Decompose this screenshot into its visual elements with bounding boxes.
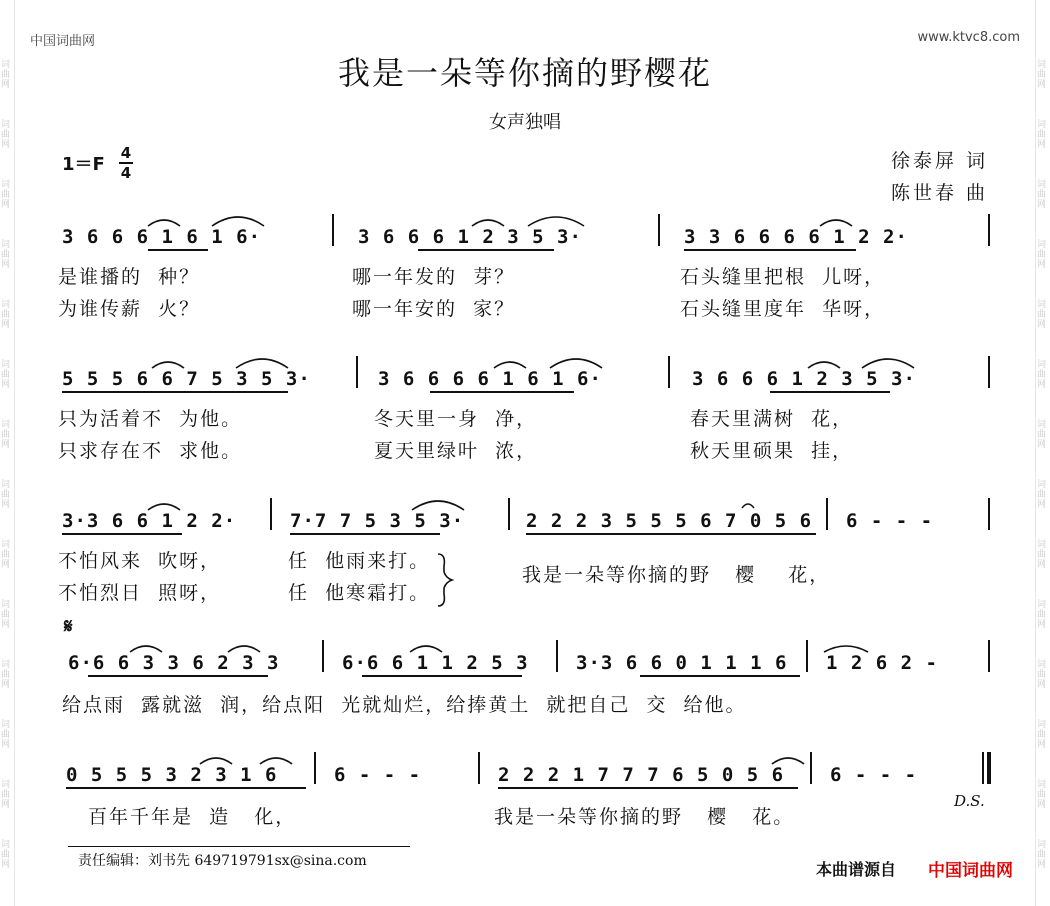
edge-watermark-text: 词 曲 网 [1037, 780, 1047, 810]
dal-segno-mark: D.S. [954, 792, 985, 810]
lyric-l1-v1-m2: 哪一年发的 芽？ [352, 266, 516, 288]
lyric-l1-v1-m1: 是谁播的 种？ [58, 266, 201, 288]
brace [438, 554, 452, 606]
edge-watermark-text: 词 曲 网 [1037, 720, 1047, 750]
slur-arc [212, 217, 264, 226]
slur-arc [236, 359, 288, 368]
editor-credit: 责任编辑：刘书先 649719791sx@sina.com [78, 853, 367, 869]
slur-arc [148, 504, 180, 510]
edge-watermark-text: 词 曲 网 [1, 720, 11, 750]
notes-l3-m3: 2 2 2 3 5 5 5 6 7 0 5 6 [526, 510, 813, 532]
edge-watermark-text: 词 曲 网 [1037, 480, 1047, 510]
edge-watermark-text: 词 曲 网 [1, 120, 11, 150]
edge-watermark-text: 词 曲 网 [1037, 660, 1047, 690]
slur-arc [148, 220, 180, 226]
slur-arc [824, 646, 868, 652]
edge-watermark-text: 词 曲 网 [1037, 540, 1047, 570]
slur-arc [528, 217, 584, 226]
footer-divider [68, 846, 410, 847]
notes-l4-m4: 1 2 6 2 - [826, 652, 938, 674]
lyric-l5-a: 百年千年是 造 化， [88, 806, 297, 828]
composer-credit: 陈世春 曲 [890, 182, 988, 204]
slur-arc [228, 646, 260, 652]
edge-watermark-text: 词 曲 网 [1, 360, 11, 390]
edge-watermark-text: 词 曲 网 [1, 780, 11, 810]
edge-watermark-text: 词 曲 网 [1037, 600, 1047, 630]
notes-l3-m1: 3·3 6 6 1 2 2· [62, 510, 237, 532]
edge-watermark-text: 词 曲 网 [1, 600, 11, 630]
notes-l1-m2: 3 6 6 6 1 2 3 5 3· [358, 226, 582, 248]
lyric-l3-v1-m2: 任 他雨来打。 [288, 550, 431, 572]
edge-watermark-text: 词 曲 网 [1037, 360, 1047, 390]
notes-l5-m1: 0 5 5 5 3 2 3 1 6 [66, 764, 278, 786]
lyric-l1-v1-m3: 石头缝里把根 儿呀， [680, 266, 886, 288]
edge-watermark-text: 词 曲 网 [1037, 240, 1047, 270]
slur-arc [820, 220, 852, 226]
lyric-l1-v2-m3: 石头缝里度年 华呀， [680, 298, 886, 320]
notes-l5-m4: 6 - - - [830, 764, 918, 786]
lyric-l1-v2-m1: 为谁传薪 火？ [58, 298, 201, 320]
notes-l4-m3: 3·3 6 6 0 1 1 1 6 [576, 652, 788, 674]
edge-watermark-text: 词 曲 网 [1037, 60, 1047, 90]
notes-l2-m3: 3 6 6 6 1 2 3 5 3· [692, 368, 916, 390]
lyric-l3-refrain: 我是一朵等你摘的野 樱 花， [522, 564, 831, 586]
time-numerator: 4 [120, 144, 132, 162]
lyricist-credit: 徐泰屏 词 [890, 150, 988, 172]
edge-watermark-text: 词 曲 网 [1, 840, 11, 870]
lyric-l3-v2-m2: 任 他寒霜打。 [288, 582, 431, 604]
notes-l1-m1: 3 6 6 6 1 6 1 6· [62, 226, 262, 248]
edge-watermark-text: 词 曲 网 [1037, 420, 1047, 450]
lyric-l1-v2-m2: 哪一年安的 家？ [352, 298, 516, 320]
lyric-l3-v2-m1: 不怕烈日 照呀， [58, 582, 222, 604]
slur-arc [130, 646, 162, 652]
lyric-l2-v1-m1: 只为活着不 为他。 [58, 408, 243, 430]
edge-watermark-text: 词 曲 网 [1, 660, 11, 690]
source-site-link[interactable]: 中国词曲网 [928, 861, 1013, 881]
notes-l4-m2: 6·6 6 1 1 2 5 3 [342, 652, 529, 674]
slur-arc [472, 220, 504, 226]
song-title: 我是一朵等你摘的野樱花 [337, 54, 712, 92]
lyric-l2-v2-m1: 只求存在不 求他。 [58, 440, 243, 462]
lyric-l2-v2-m3: 秋天里硕果 挂， [690, 440, 854, 462]
slur-arc [410, 646, 442, 652]
notes-l5-m2: 6 - - - [334, 764, 422, 786]
slur-arc [412, 501, 464, 510]
slur-arc [200, 758, 232, 764]
lyric-l3-v1-m1: 不怕风来 吹呀， [58, 550, 222, 572]
edge-watermark-text: 词 曲 网 [1, 60, 11, 90]
watermark-site-left: 中国词曲网 [30, 34, 96, 49]
slur-arc [772, 758, 804, 764]
slur-arc [862, 359, 914, 368]
slur-arc [260, 758, 292, 764]
watermark-site-right: www.ktvc8.com [917, 30, 1020, 45]
notes-l4-m1: 6·6 6 3 3 6 2 3 3 [68, 652, 280, 674]
slur-arc [550, 359, 602, 368]
notes-l2-m2: 3 6 6 6 6 1 6 1 6· [378, 368, 602, 390]
notes-l3-m4: 6 - - - [846, 510, 934, 532]
time-denominator: 4 [120, 164, 132, 182]
edge-watermark-text: 词 曲 网 [1, 180, 11, 210]
notes-l2-m1: 5 5 5 6 6 7 5 3 5 3· [62, 368, 311, 390]
lyric-l4: 给点雨 露就滋 润，给点阳 光就灿烂，给捧黄土 就把自己 交 给他。 [62, 694, 747, 716]
edge-watermark-text: 词 曲 网 [1, 480, 11, 510]
lyric-l2-v1-m2: 冬天里一身 净， [374, 408, 538, 430]
lyric-l2-v2-m2: 夏天里绿叶 浓， [374, 440, 538, 462]
notes-l3-m2: 7·7 7 5 3 5 3· [290, 510, 465, 532]
source-label: 本曲谱源自 [816, 860, 897, 879]
edge-watermark-text: 词 曲 网 [1, 420, 11, 450]
slur-arc [494, 362, 526, 368]
song-subtitle: 女声独唱 [489, 112, 561, 133]
slur-arc [152, 362, 184, 368]
edge-watermark-text: 词 曲 网 [1, 240, 11, 270]
edge-watermark-text: 词 曲 网 [1037, 840, 1047, 870]
edge-watermark-text: 词 曲 网 [1037, 180, 1047, 210]
notes-l5-m3: 2 2 2 1 7 7 7 6 5 0 5 6 [498, 764, 785, 786]
edge-watermark-text: 词 曲 网 [1037, 120, 1047, 150]
edge-watermark-text: 词 曲 网 [1037, 300, 1047, 330]
edge-watermark-text: 词 曲 网 [1, 540, 11, 570]
lyric-l2-v1-m3: 春天里满树 花， [690, 408, 854, 430]
key-signature: 1＝F [62, 154, 105, 175]
segno-icon: 𝄋 [64, 614, 73, 638]
slur-arc [808, 362, 840, 368]
slur-arc [742, 504, 754, 508]
edge-watermark-text: 词 曲 网 [1, 300, 11, 330]
lyric-l5-b: 我是一朵等你摘的野 樱 花。 [494, 806, 795, 828]
notes-l1-m3: 3 3 6 6 6 6 1 2 2· [684, 226, 908, 248]
